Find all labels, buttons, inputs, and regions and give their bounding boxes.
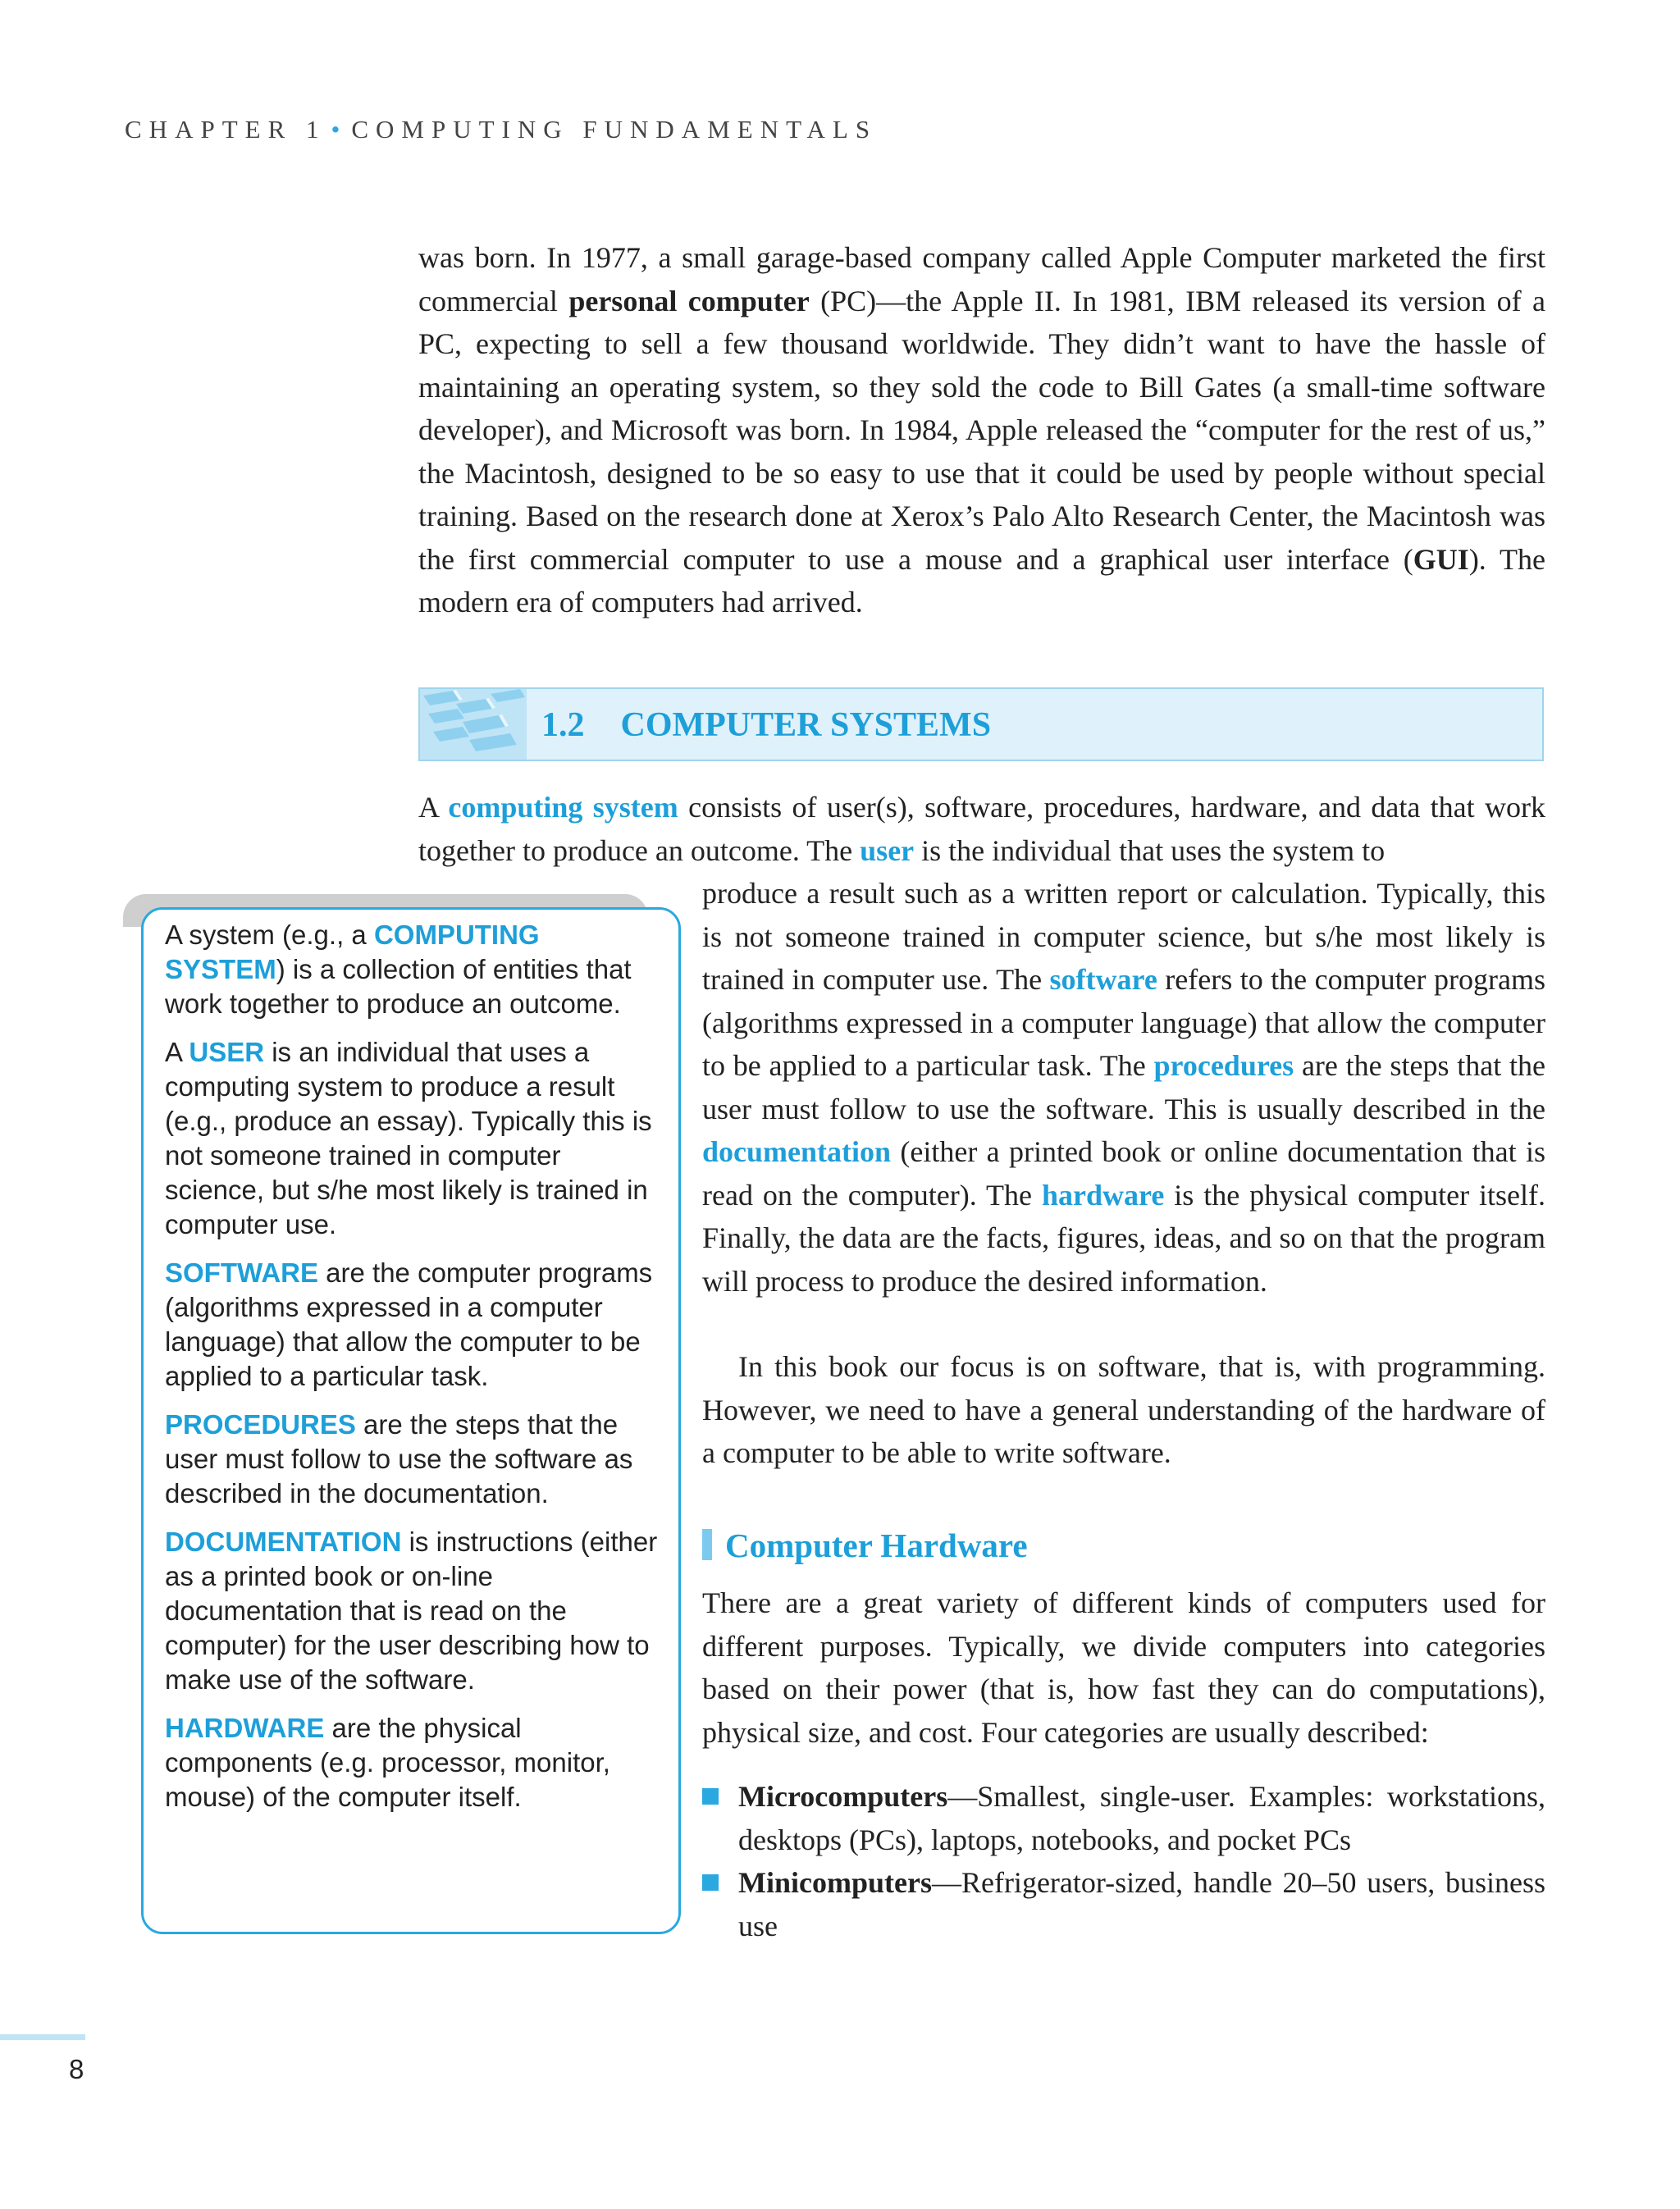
keyboard-icon bbox=[420, 689, 527, 760]
systems-paragraph-continued bbox=[702, 872, 1545, 1303]
systems-cont-text-1: produce a result such as a written report or calculation. Typically, this is not someone trained in computer science, but s/he most likely is trained in computer use. The bbox=[702, 877, 1545, 996]
definition-text: A system (e.g., a bbox=[165, 920, 374, 950]
systems-cont-text-3: are the steps that the user must follow to use the software. This is usually described in the bbox=[702, 1049, 1545, 1125]
intro-text-2: (PC)—the Apple II. In 1981, IBM released its version of a PC, expecting to sell a few thousand worldwide. They didn’t want to have the hassle of maintaining an operating system, so they sold the code to Bill Gates (a small-time software developer), and Microsoft was born. In 1984, Apple released the “computer for the rest of us,” the Macintosh, designed to be so easy to use that it could be used by people without special training. Based on the research done at Xerox’s Palo Alto Research Center, the Macintosh was the first commercial computer to use a mouse and a graphical user interface ( bbox=[418, 284, 1545, 576]
definition-text: ) is a collection of entities that work together to produce an outcome. bbox=[165, 954, 632, 1019]
definition-text: are the computer programs (algorithms expressed in a computer language) that allow the computer to be applied to a particular task. bbox=[165, 1257, 653, 1391]
intro-text-1: was born. In 1977, a small garage-based company called Apple Computer marketed the first commercial bbox=[418, 241, 1545, 317]
definition-text: are the physical components (e.g. processor, monitor, mouse) of the computer itself. bbox=[165, 1713, 610, 1812]
definition-user bbox=[165, 1035, 660, 1242]
systems-text-1: A bbox=[418, 791, 449, 824]
heading-marker bbox=[702, 1529, 712, 1560]
definition-hardware bbox=[165, 1711, 660, 1814]
definition-text: is instructions (either as a printed book or on-line documentation that is read on the computer) for the user describing how to make use of the software. bbox=[165, 1527, 658, 1695]
computer-categories-list bbox=[702, 1775, 1545, 1947]
definition-term: USER bbox=[189, 1037, 265, 1067]
term-user: user bbox=[860, 833, 915, 867]
subsection-heading-text: Computer Hardware bbox=[725, 1527, 1028, 1564]
list-item bbox=[702, 1775, 1545, 1861]
definition-term: COMPUTING SYSTEM bbox=[165, 920, 540, 984]
page-number: 8 bbox=[69, 2054, 84, 2084]
definition-procedures bbox=[165, 1408, 660, 1511]
term-software: software bbox=[1049, 963, 1157, 996]
definition-text: are the steps that the user must follow to use the software as described in the documentation. bbox=[165, 1409, 633, 1508]
term-computing-system: computing system bbox=[448, 791, 678, 824]
definition-software bbox=[165, 1256, 660, 1394]
list-item-term: Minicomputers bbox=[738, 1866, 932, 1899]
section-number: 1.2 bbox=[541, 706, 585, 744]
term-personal-computer: personal computer bbox=[568, 284, 810, 317]
systems-cont-text-2: refers to the computer programs (algorithms expressed in a computer language) that allow the computer to be applied to a particular task. The bbox=[702, 963, 1545, 1082]
definition-text: is an individual that uses a computing system to produce a result (e.g., produce an essay). Typically this is not someone trained in computer science, but s/he most likely is trained in computer use. bbox=[165, 1037, 652, 1239]
list-item-text: —Refrigerator-sized, handle 20–50 users, business use bbox=[738, 1866, 1545, 1942]
intro-paragraph bbox=[418, 236, 1545, 624]
term-documentation: documentation bbox=[702, 1135, 892, 1168]
term-procedures: procedures bbox=[1153, 1049, 1294, 1082]
bullet-square bbox=[702, 1874, 719, 1891]
subsection-heading bbox=[702, 1526, 1028, 1565]
definition-term: SOFTWARE bbox=[165, 1257, 318, 1288]
running-head bbox=[125, 115, 877, 144]
section-title bbox=[541, 705, 991, 745]
list-item bbox=[702, 1861, 1545, 1947]
definition-documentation bbox=[165, 1525, 660, 1697]
focus-paragraph: In this book our focus is on software, that is, with programming. However, we need to have a general understanding of the hardware of a computer to be able to write software. bbox=[702, 1350, 1545, 1469]
intro-text-3: ). The modern era of computers had arrived. bbox=[418, 542, 1545, 618]
definition-term: HARDWARE bbox=[165, 1713, 325, 1743]
systems-text-3: is the individual that uses the system to bbox=[914, 833, 1386, 867]
definition-term: DOCUMENTATION bbox=[165, 1527, 402, 1557]
footer-rule bbox=[0, 2034, 85, 2040]
section-title-text: COMPUTER SYSTEMS bbox=[620, 706, 992, 744]
hardware-paragraph: There are a great variety of different kinds of computers used for different purposes. Typically, we divide computers into categories based on their power (that is, how fast they can do computations), physical size, and cost. Four categories are usually described: bbox=[702, 1586, 1545, 1749]
systems-cont-text-4: (either a printed book or online documentation that is read on the computer). The bbox=[702, 1135, 1545, 1212]
systems-text-2: consists of user(s), software, procedures, hardware, and data that work together to produce an outcome. The bbox=[418, 791, 1545, 867]
systems-paragraph bbox=[418, 786, 1545, 872]
term-gui: GUI bbox=[1413, 542, 1469, 576]
running-head-chapter: CHAPTER 1 bbox=[125, 115, 326, 144]
definitions-sidebar bbox=[141, 907, 681, 1934]
definition-computing-system bbox=[165, 918, 660, 1021]
running-head-separator: • bbox=[331, 115, 340, 144]
systems-cont-text-5: is the physical computer itself. Finally, the data are the facts, figures, ideas, and so on that the program will process to produce the desired information. bbox=[702, 1178, 1545, 1298]
list-item-text: —Smallest, single-user. Examples: workstations, desktops (PCs), laptops, notebooks, and pocket PCs bbox=[738, 1780, 1545, 1856]
definition-term: PROCEDURES bbox=[165, 1409, 356, 1440]
term-hardware: hardware bbox=[1041, 1178, 1165, 1212]
list-item-term: Microcomputers bbox=[738, 1780, 948, 1813]
definition-text: A bbox=[165, 1037, 189, 1067]
running-head-title: COMPUTING FUNDAMENTALS bbox=[351, 115, 878, 144]
bullet-square bbox=[702, 1788, 719, 1805]
